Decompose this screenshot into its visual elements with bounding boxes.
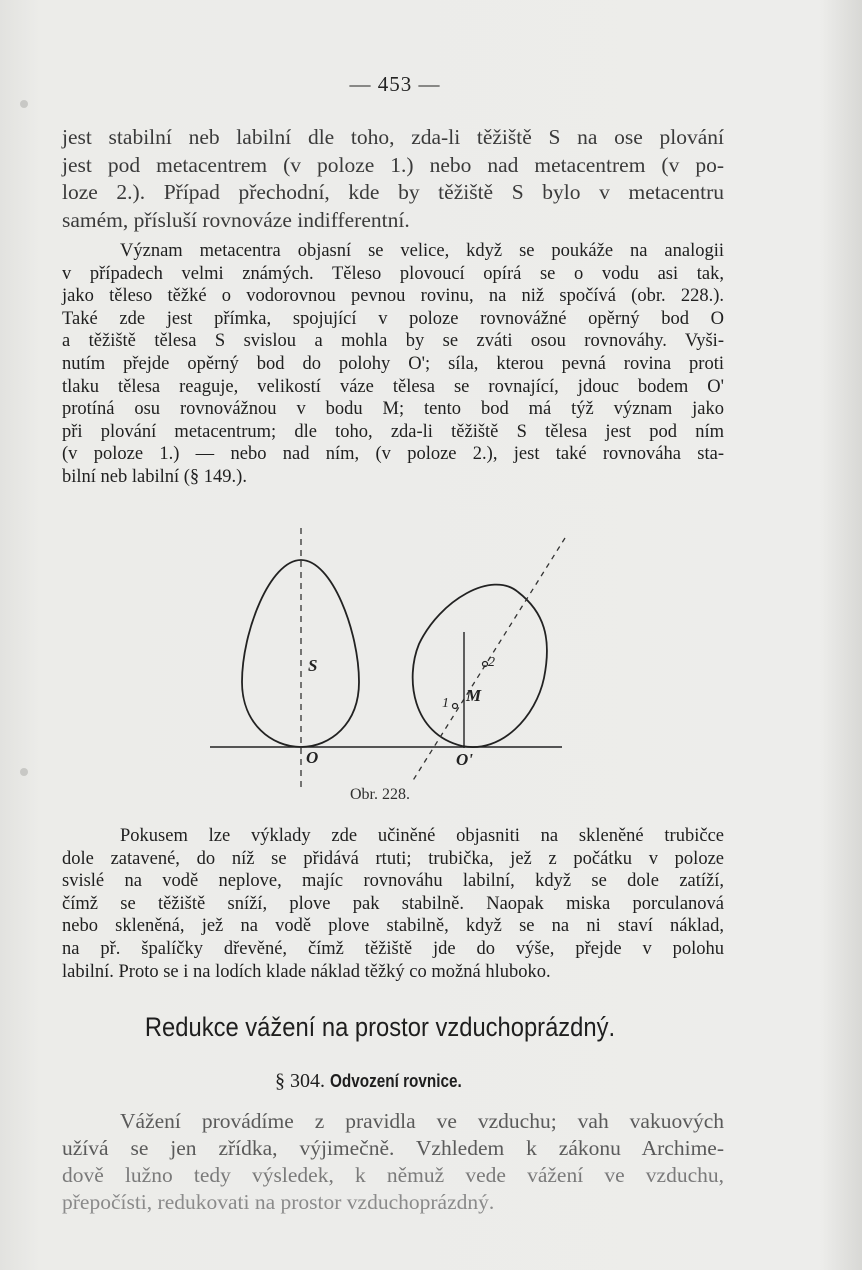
paragraph-4 xyxy=(62,1108,724,1216)
text-line: a těžiště tělesa S svislou a mohla by se zváti osou rovnováhy. Vyši- xyxy=(62,331,724,352)
text-line: protíná osu rovnovážnou v bodu M; tento bod má týž význam jako xyxy=(62,399,724,420)
label-O: O xyxy=(306,748,319,767)
text-line: jest stabilní neb labilní dle toho, zda-li těžiště S na ose plování xyxy=(62,125,724,149)
label-S: S xyxy=(308,656,318,675)
text-line: dově lužno tedy výsledek, k němuž vede vážení ve vzduchu, xyxy=(62,1163,724,1187)
egg-tilted xyxy=(413,585,547,747)
chapter-heading: Redukce vážení na prostor vzduchoprázdný. xyxy=(144,1012,616,1042)
text-line: labilní. Proto se i na lodích klade náklad těžký co možná hluboko. xyxy=(62,961,551,982)
text-line: čímž se těžiště sníží, plove pak stabilně. Naopak miska porculanová xyxy=(62,893,724,914)
text-line: dole zatavené, do níž se přidává rtuti; trubička, jež z počátku v poloze xyxy=(62,848,724,869)
paragraph-3 xyxy=(62,825,724,983)
text-line: Také zde jest přímka, spojující v poloze rovnovážné opěrný bod O xyxy=(62,308,724,329)
text-line: na př. špalíčky dřevěné, čímž těžiště jde do výše, přejde v polohu xyxy=(62,938,724,959)
figure-228 xyxy=(200,520,600,810)
section-number: § 304. xyxy=(274,1070,325,1092)
text-line: tlaku tělesa reaguje, velikostí váze tělesa se rovnající, jdouc bodem O' xyxy=(62,376,724,397)
text-line: Pokusem lze výklady zde učiněné objasniti na skleněné trubičce xyxy=(120,826,724,846)
text-line: jako těleso těžké o vodorovnou pevnou rovinu, na niž spočívá (obr. 228.). xyxy=(62,286,724,307)
text-line: při plování metacentrum; dle toho, zda-li těžiště S tělesa jest pod ním xyxy=(62,421,724,442)
text-line: svislé na vodě neplove, majíc rovnováhu labilní, když se dole zatíží, xyxy=(62,871,724,892)
text-line: nutím přejde opěrný bod do polohy O'; síla, kterou pevná rovina proti xyxy=(62,353,724,374)
text-line: v případech velmi známých. Těleso plovoucí opírá se o vodu asi tak, xyxy=(62,263,724,284)
text-line: jest pod metacentrem (v poloze 1.) nebo nad metacentrem (v po- xyxy=(62,152,724,177)
text-line: bilní neb labilní (§ 149.). xyxy=(62,466,247,487)
label-1: 1 xyxy=(442,696,449,711)
text-line: loze 2.). Případ přechodní, kde by těžiště S bylo v metacentru xyxy=(62,180,724,204)
point-1 xyxy=(453,704,458,709)
label-M: M xyxy=(466,686,482,705)
text-line: užívá se jen zřídka, výjimečně. Vzhledem k zákonu Archime- xyxy=(62,1136,724,1160)
paragraph-2 xyxy=(62,240,724,489)
text-line: samém, přísluší rovnováze indifferentní. xyxy=(62,207,410,232)
figure-caption: Obr. 228. xyxy=(350,786,410,803)
section-heading xyxy=(0,1070,760,1093)
text-line: přepočísti, redukovati na prostor vzduchoprázdný. xyxy=(62,1190,495,1214)
text-line: nebo skleněná, jež na vodě plove stabilně, když se na ni staví náklad, xyxy=(62,916,724,937)
text-line: Význam metacentra objasní se velice, když se poukáže na analogii xyxy=(120,241,724,261)
section-title: Odvození rovnice. xyxy=(329,1071,462,1091)
binding-hole xyxy=(20,768,28,776)
label-O-prime: O' xyxy=(456,750,473,769)
label-2: 2 xyxy=(488,655,495,670)
binding-hole xyxy=(20,100,28,108)
page-number: — 453 — xyxy=(349,72,441,96)
paragraph-1 xyxy=(62,124,724,234)
text-line: (v poloze 1.) — nebo nad ním, (v poloze 2.), jest také rovnováha sta- xyxy=(62,444,724,465)
text-line: Vážení provádíme z pravidla ve vzduchu; vah vakuových xyxy=(120,1109,724,1133)
